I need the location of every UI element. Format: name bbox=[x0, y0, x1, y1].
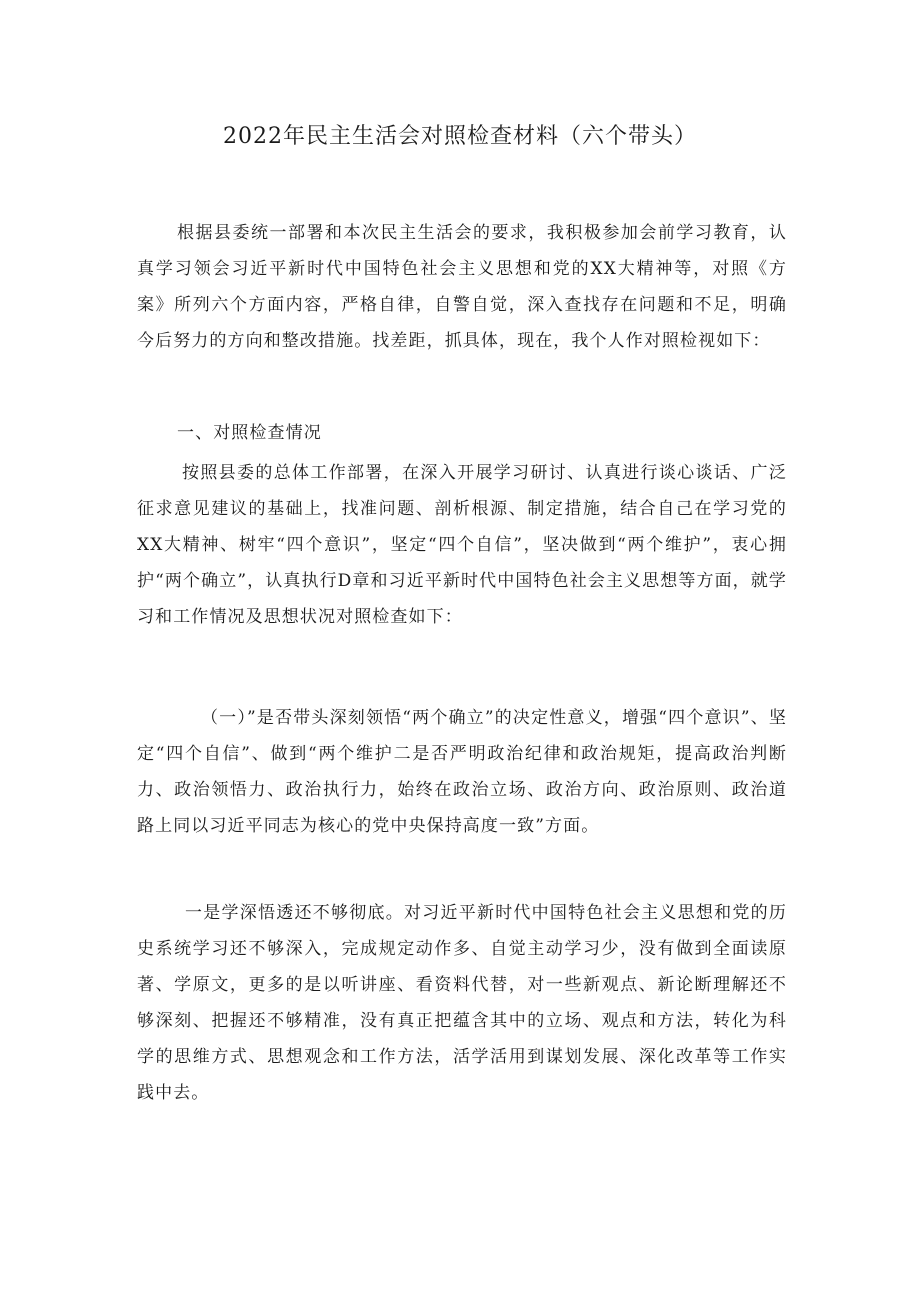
subsection-one-paragraph: （一）”是否带头深刻领悟“两个确立”的决定性意义，增强“四个意识”、坚定“四个自信”、做到“两个维护二是否严明政治纪律和政治规矩，提高政治判断力、政治领悟力、政治执行力，始终在政治立场、政治方向、政治原则、政治道路上同以习近平同志为核心的党中央保持高度一致”方面。 bbox=[137, 708, 787, 836]
item-one-paragraph: 一是学深悟透还不够彻底。对习近平新时代中国特色社会主义思想和党的历史系统学习还不够深入，完成规定动作多、自觉主动学习少，没有做到全面读原著、学原文，更多的是以听讲座、看资料代替，对一些新观点、新论断理解还不够深刻、把握还不够精准，没有真正把蕴含其中的立场、观点和方法，转化为科学的思维方式、思想观念和工作方法，活学活用到谋划发展、深化改革等工作实践中去。 bbox=[137, 903, 787, 1103]
document-title: 2022年民主生活会对照检查材料（六个带头） bbox=[223, 124, 697, 149]
basis-paragraph: 按照县委的总体工作部署，在深入开展学习研讨、认真进行谈心谈话、广泛征求意见建议的基础上，找准问题、剖析根源、制定措施，结合自己在学习党的XX大精神、树牢“四个意识”，坚定“四个自信”，坚决做到“两个维护”，衷心拥护“两个确立”，认真执行D章和习近平新时代中国特色社会主义思想等方面，就学习和工作情况及思想状况对照检查如下： bbox=[137, 463, 787, 627]
intro-paragraph: 根据县委统一部署和本次民主生活会的要求，我积极参加会前学习教育，认真学习领会习近平新时代中国特色社会主义思想和党的XX大精神等，对照《方案》所列六个方面内容，严格自律，自警自觉，深入查找存在问题和不足，明确今后努力的方向和整改措施。找差距，抓具体，现在，我个人作对照检视如下： bbox=[137, 223, 787, 351]
section-heading: 一、对照检查情况 bbox=[177, 423, 322, 443]
